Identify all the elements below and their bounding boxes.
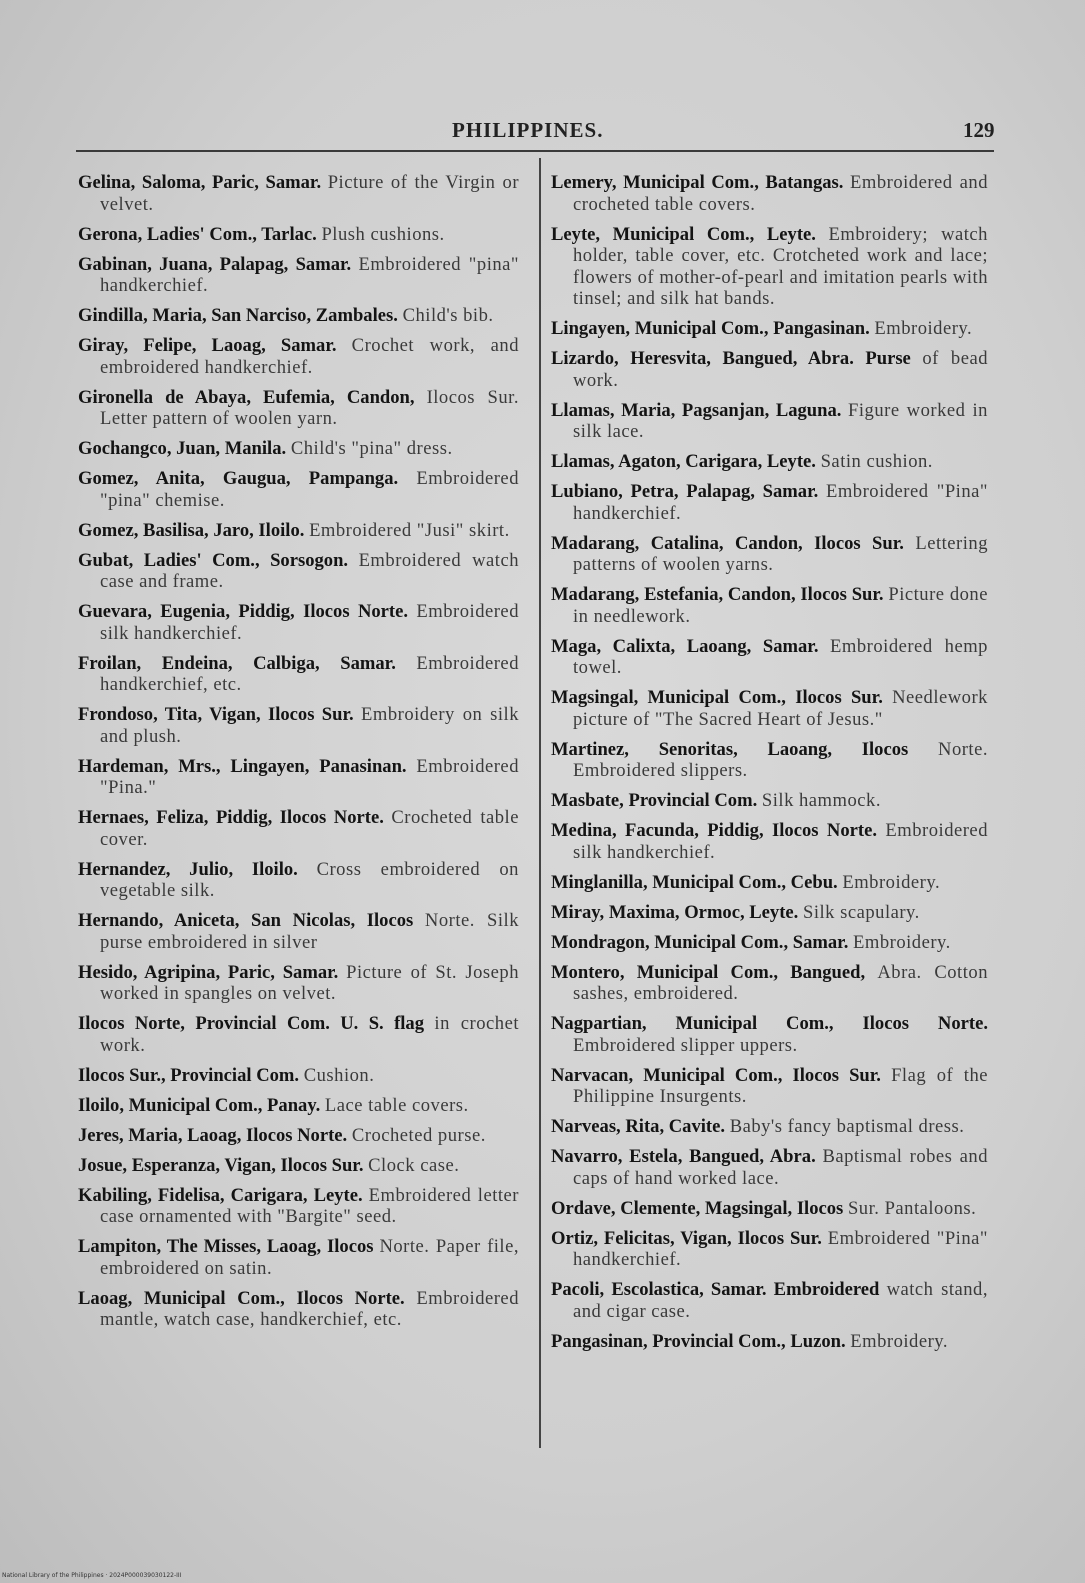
exhibitor-entry (551, 636, 988, 679)
exhibitor-name: Llamas, Agaton, Carigara, Leyte. (551, 451, 816, 472)
exhibit-description: Abra. Cotton sashes, embroidered. (573, 961, 988, 1004)
exhibit-description: Cushion. (303, 1064, 375, 1086)
exhibitor-name: Gerona, Ladies' Com., Tarlac. (78, 223, 317, 245)
exhibitor-entry (551, 318, 988, 340)
exhibit-description: Cross embroidered on vegetable silk. (100, 858, 519, 901)
exhibitor-entry (551, 790, 988, 812)
exhibit-description: Embroidered slipper uppers. (573, 1034, 798, 1056)
exhibitor-entry (551, 533, 988, 576)
exhibit-description: Clock case. (368, 1154, 460, 1176)
exhibitor-entry (551, 1279, 988, 1322)
exhibit-description: Norte. Paper file, embroidered on satin. (100, 1236, 519, 1279)
exhibit-description: Embroidery; watch holder, table cover, etc. Crotcheted work and lace; flowers of mother-of-pearl and imitation pearls with tinsel; and silk hat bands. (573, 223, 988, 309)
exhibitor-entry (551, 451, 988, 473)
exhibitor-name: Gomez, Basilisa, Jaro, Iloilo. (78, 519, 305, 541)
exhibitor-name: Gomez, Anita, Gaugua, Pampanga. (78, 468, 399, 489)
exhibit-description: Embroidered "Pina" handkerchief. (573, 481, 988, 524)
exhibit-description: Embroidered watch case and frame. (100, 549, 520, 592)
exhibit-description: Figure worked in silk lace. (573, 399, 988, 442)
exhibitor-entry (78, 653, 519, 696)
exhibitor-name: Josue, Esperanza, Vigan, Ilocos Sur. (78, 1154, 364, 1176)
exhibit-description: in crochet work. (100, 1013, 519, 1056)
exhibit-description: Needlework picture of "The Sacred Heart of Jesus." (573, 687, 988, 730)
exhibit-description: Embroidery. (842, 871, 941, 893)
exhibit-description: Embroidered "Pina." (100, 755, 519, 798)
exhibitor-name: Jeres, Maria, Laoag, Ilocos Norte. (78, 1124, 348, 1146)
page-number: 129 (963, 118, 995, 142)
exhibitor-name: Madarang, Estefania, Candon, Ilocos Sur. (551, 584, 884, 605)
exhibitor-entry (551, 872, 988, 894)
exhibitor-entry (78, 756, 519, 799)
column-divider (539, 158, 541, 1448)
exhibitor-name: Iloilo, Municipal Com., Panay. (78, 1094, 321, 1116)
exhibitor-name: Gironella de Abaya, Eufemia, Candon, (78, 386, 415, 408)
exhibit-description: Embroidery. (850, 1330, 949, 1352)
exhibitor-entry (551, 172, 988, 215)
exhibit-description: Embroidered hemp towel. (573, 635, 988, 678)
running-title: PHILIPPINES. (452, 118, 604, 142)
exhibitor-entry (78, 1288, 519, 1331)
exhibitor-entry (551, 348, 988, 391)
exhibitor-name: Miray, Maxima, Ormoc, Leyte. (551, 901, 799, 923)
exhibitor-entry (551, 1065, 988, 1108)
exhibitor-name: Hernandez, Julio, Iloilo. (78, 858, 298, 880)
exhibit-description: Embroidered mantle, watch case, handkerchief, etc. (100, 1287, 519, 1330)
exhibitor-entry (551, 1331, 988, 1353)
exhibitor-entry (78, 172, 519, 215)
exhibitor-entry (78, 1013, 519, 1056)
exhibitor-entry (78, 305, 519, 327)
exhibit-description: Picture done in needlework. (573, 584, 988, 627)
exhibitor-name: Pacoli, Escolastica, Samar. Embroidered (551, 1279, 880, 1300)
exhibit-description: Plush cushions. (321, 223, 445, 245)
exhibitor-entry (78, 1065, 519, 1087)
exhibitor-entry (78, 550, 519, 593)
exhibitor-entry (551, 400, 988, 443)
exhibitor-name: Minglanilla, Municipal Com., Cebu. (551, 871, 838, 893)
exhibitor-name: Masbate, Provincial Com. (551, 790, 758, 811)
exhibit-description: Embroidered and crocheted table covers. (573, 172, 988, 215)
exhibitor-name: Gindilla, Maria, San Narciso, Zambales. (78, 305, 398, 326)
exhibitor-entry (78, 468, 519, 511)
exhibitor-entry (551, 962, 988, 1005)
right-column (551, 172, 988, 1361)
exhibitor-entry (551, 902, 988, 924)
exhibitor-entry (78, 438, 519, 460)
exhibitor-name: Gubat, Ladies' Com., Sorsogon. (78, 549, 349, 571)
exhibit-description: Baptismal robes and caps of hand worked lace. (573, 1146, 988, 1189)
exhibit-description: Flag of the Philippine Insurgents. (573, 1064, 988, 1107)
exhibit-description: Crocheted purse. (351, 1124, 486, 1146)
exhibitor-entry (551, 1228, 988, 1271)
exhibit-description: Crochet work, and embroidered handkerchief. (100, 335, 519, 378)
exhibitor-name: Lingayen, Municipal Com., Pangasinan. (551, 318, 870, 339)
scan-credit: National Library of the Philippines · 2024P000039030122-III (2, 1572, 182, 1579)
exhibitor-name: Hernaes, Feliza, Piddig, Ilocos Norte. (78, 807, 384, 828)
exhibitor-name: Lemery, Municipal Com., Batangas. (551, 172, 844, 193)
exhibitor-entry (78, 704, 519, 747)
exhibitor-name: Kabiling, Fidelisa, Carigara, Leyte. (78, 1184, 363, 1206)
exhibitor-name: Nagpartian, Municipal Com., Ilocos Norte. (551, 1013, 988, 1034)
exhibitor-entry (78, 1095, 519, 1117)
exhibitor-name: Mondragon, Municipal Com., Samar. (551, 931, 849, 953)
exhibit-description: Ilocos Sur. Letter pattern of woolen yarn. (100, 386, 519, 429)
exhibitor-name: Maga, Calixta, Laoang, Samar. (551, 635, 819, 657)
exhibit-description: Child's "pina" dress. (290, 438, 453, 459)
exhibitor-name: Martinez, Senoritas, Laoang, Ilocos (551, 738, 909, 760)
exhibit-description: Embroidered handkerchief, etc. (100, 652, 519, 695)
exhibit-description: Embroidered letter case ornamented with "Bargite" seed. (100, 1184, 519, 1227)
header-rule (76, 150, 994, 152)
exhibitor-name: Leyte, Municipal Com., Leyte. (551, 223, 816, 245)
exhibitor-entry (78, 254, 519, 297)
exhibitor-entry (551, 820, 988, 863)
exhibit-description: Lace table covers. (324, 1094, 469, 1116)
exhibitor-name: Magsingal, Municipal Com., Ilocos Sur. (551, 687, 883, 708)
exhibit-description: Embroidery. (874, 318, 973, 339)
exhibitor-name: Gelina, Saloma, Paric, Samar. (78, 172, 322, 193)
exhibit-description: Picture of St. Joseph worked in spangles on velvet. (100, 961, 519, 1004)
exhibit-description: Embroidered silk handkerchief. (100, 601, 519, 644)
exhibitor-name: Medina, Facunda, Piddig, Ilocos Norte. (551, 820, 877, 841)
exhibit-description: Crocheted table cover. (100, 807, 519, 850)
exhibitor-name: Ortiz, Felicitas, Vigan, Ilocos Sur. (551, 1227, 822, 1249)
exhibit-description: of bead work. (573, 348, 988, 391)
exhibitor-name: Navarro, Estela, Bangued, Abra. (551, 1146, 816, 1167)
exhibit-description: Child's bib. (402, 305, 494, 326)
exhibitor-name: Hesido, Agripina, Paric, Samar. (78, 961, 339, 983)
exhibitor-name: Frondoso, Tita, Vigan, Ilocos Sur. (78, 704, 354, 725)
exhibitor-entry (551, 1013, 988, 1056)
left-column (78, 172, 519, 1339)
exhibitor-name: Giray, Felipe, Laoag, Samar. (78, 335, 337, 356)
exhibit-description: Satin cushion. (820, 451, 933, 472)
exhibitor-name: Gochangco, Juan, Manila. (78, 438, 287, 459)
exhibitor-name: Hardeman, Mrs., Lingayen, Panasinan. (78, 755, 407, 777)
exhibitor-entry (551, 739, 988, 782)
exhibitor-name: Ilocos Sur., Provincial Com. (78, 1064, 300, 1086)
exhibit-description: Embroidered silk handkerchief. (573, 820, 988, 863)
exhibitor-name: Guevara, Eugenia, Piddig, Ilocos Norte. (78, 601, 409, 622)
exhibitor-name: Laoag, Municipal Com., Ilocos Norte. (78, 1287, 405, 1309)
exhibitor-name: Lizardo, Heresvita, Bangued, Abra. Purse (551, 348, 911, 369)
exhibitor-entry (551, 932, 988, 954)
exhibitor-entry (78, 601, 519, 644)
exhibitor-entry (551, 224, 988, 310)
exhibitor-entry (78, 910, 519, 953)
exhibit-description: Embroidered "pina" handkerchief. (100, 253, 519, 296)
exhibitor-entry (78, 520, 519, 542)
exhibitor-name: Llamas, Maria, Pagsanjan, Laguna. (551, 399, 842, 421)
exhibit-description: Embroidered "Jusi" skirt. (309, 519, 510, 541)
exhibitor-name: Froilan, Endeina, Calbiga, Samar. (78, 652, 396, 674)
exhibitor-name: Pangasinan, Provincial Com., Luzon. (551, 1330, 846, 1352)
exhibitor-entry (78, 387, 519, 430)
exhibit-description: Sur. Pantaloons. (847, 1197, 977, 1219)
exhibitor-name: Narveas, Rita, Cavite. (551, 1116, 726, 1137)
exhibitor-entry (551, 584, 988, 627)
exhibitor-entry (78, 807, 519, 850)
exhibit-description: Embroidery on silk and plush. (100, 704, 519, 747)
exhibitor-name: Montero, Municipal Com., Bangued, (551, 961, 866, 983)
exhibit-description: Embroidery. (853, 931, 951, 953)
exhibitor-entry (551, 687, 988, 730)
exhibitor-entry (78, 962, 519, 1005)
exhibitor-name: Hernando, Aniceta, San Nicolas, Ilocos (78, 910, 414, 931)
exhibitor-entry (78, 224, 519, 246)
exhibit-description: Silk hammock. (761, 790, 881, 811)
exhibitor-entry (551, 1116, 988, 1138)
exhibit-description: Baby's fancy baptismal dress. (729, 1116, 965, 1137)
exhibitor-name: Ilocos Norte, Provincial Com. U. S. flag (78, 1013, 425, 1034)
exhibitor-name: Narvacan, Municipal Com., Ilocos Sur. (551, 1064, 881, 1086)
exhibitor-entry (78, 1236, 519, 1279)
exhibit-description: Lettering patterns of woolen yarns. (573, 532, 988, 575)
exhibitor-name: Madarang, Catalina, Candon, Ilocos Sur. (551, 532, 904, 554)
exhibitor-entry (551, 481, 988, 524)
exhibitor-name: Gabinan, Juana, Palapag, Samar. (78, 253, 352, 275)
exhibit-description: Picture of the Virgin or velvet. (100, 172, 520, 215)
exhibitor-entry (78, 1125, 519, 1147)
exhibit-description: Norte. Silk purse embroidered in silver (100, 910, 519, 953)
exhibitor-name: Ordave, Clemente, Magsingal, Ilocos (551, 1197, 844, 1219)
exhibitor-entry (78, 335, 519, 378)
exhibit-description: watch stand, and cigar case. (573, 1279, 989, 1322)
exhibit-description: Embroidered "Pina" handkerchief. (573, 1227, 988, 1270)
exhibitor-name: Lubiano, Petra, Palapag, Samar. (551, 481, 819, 502)
exhibit-description: Norte. Embroidered slippers. (573, 738, 988, 781)
exhibitor-name: Lampiton, The Misses, Laoag, Ilocos (78, 1236, 374, 1257)
exhibitor-entry (78, 859, 519, 902)
exhibit-description: Embroidered "pina" chemise. (100, 468, 519, 511)
exhibitor-entry (551, 1146, 988, 1189)
exhibitor-entry (78, 1185, 519, 1228)
exhibitor-entry (78, 1155, 519, 1177)
exhibit-description: Silk scapulary. (802, 901, 920, 923)
exhibitor-entry (551, 1198, 988, 1220)
